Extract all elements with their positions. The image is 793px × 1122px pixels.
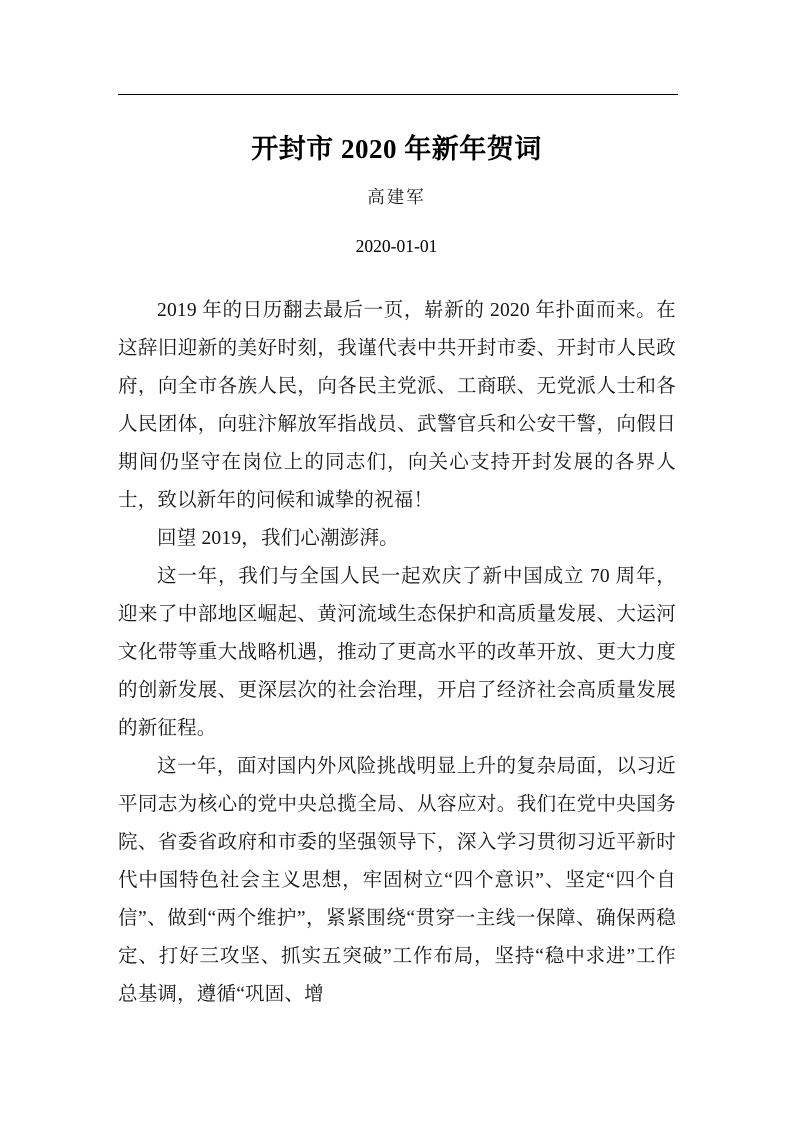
body-paragraph: 这一年，面对国内外风险挑战明显上升的复杂局面，以习近平同志为核心的党中央总揽全局、从容应对。我们在党中央国务院、省委省政府和市委的坚强领导下，深入学习贯彻习近平新时代中国特色社会主义思想，牢固树立“四个意识”、坚定“四个自信”、做到“两个维护”，紧紧围绕“贯穿一主线一保障、确保两稳定、打好三攻坚、抓实五突破”工作布局，坚持“稳中求进”工作总基调，遵循“巩固、增: [118, 756, 676, 1005]
document-body: [118, 292, 676, 1014]
document-author: 高建军: [367, 187, 426, 207]
body-paragraph: 2019 年的日历翻去最后一页，崭新的 2020 年扑面而来。在这辞旧迎新的美好时刻，我谨代表中共开封市委、开封市人民政府，向全市各族人民，向各民主党派、工商联、无党派人士和各人民团体，向驻汴解放军指战员、武警官兵和公安干警，向假日期间仍坚守在岗位上的同志们，向关心支持开封发展的各界人士，致以新年的问候和诚挚的祝福！: [118, 300, 676, 511]
title-block: [0, 130, 793, 260]
body-paragraph: 这一年，我们与全国人民一起欢庆了新中国成立 70 周年，迎来了中部地区崛起、黄河流域生态保护和高质量发展、大运河文化带等重大战略机遇，推动了更高水平的改革开放、更大力度的创新发展、更深层次的社会治理，开启了经济社会高质量发展的新征程。: [118, 566, 676, 739]
body-paragraph: 回望 2019，我们心潮澎湃。: [157, 528, 399, 549]
page-title: 开封市 2020 年新年贺词: [251, 134, 542, 164]
header-divider: [118, 94, 678, 95]
document-date: 2020-01-01: [355, 236, 438, 256]
